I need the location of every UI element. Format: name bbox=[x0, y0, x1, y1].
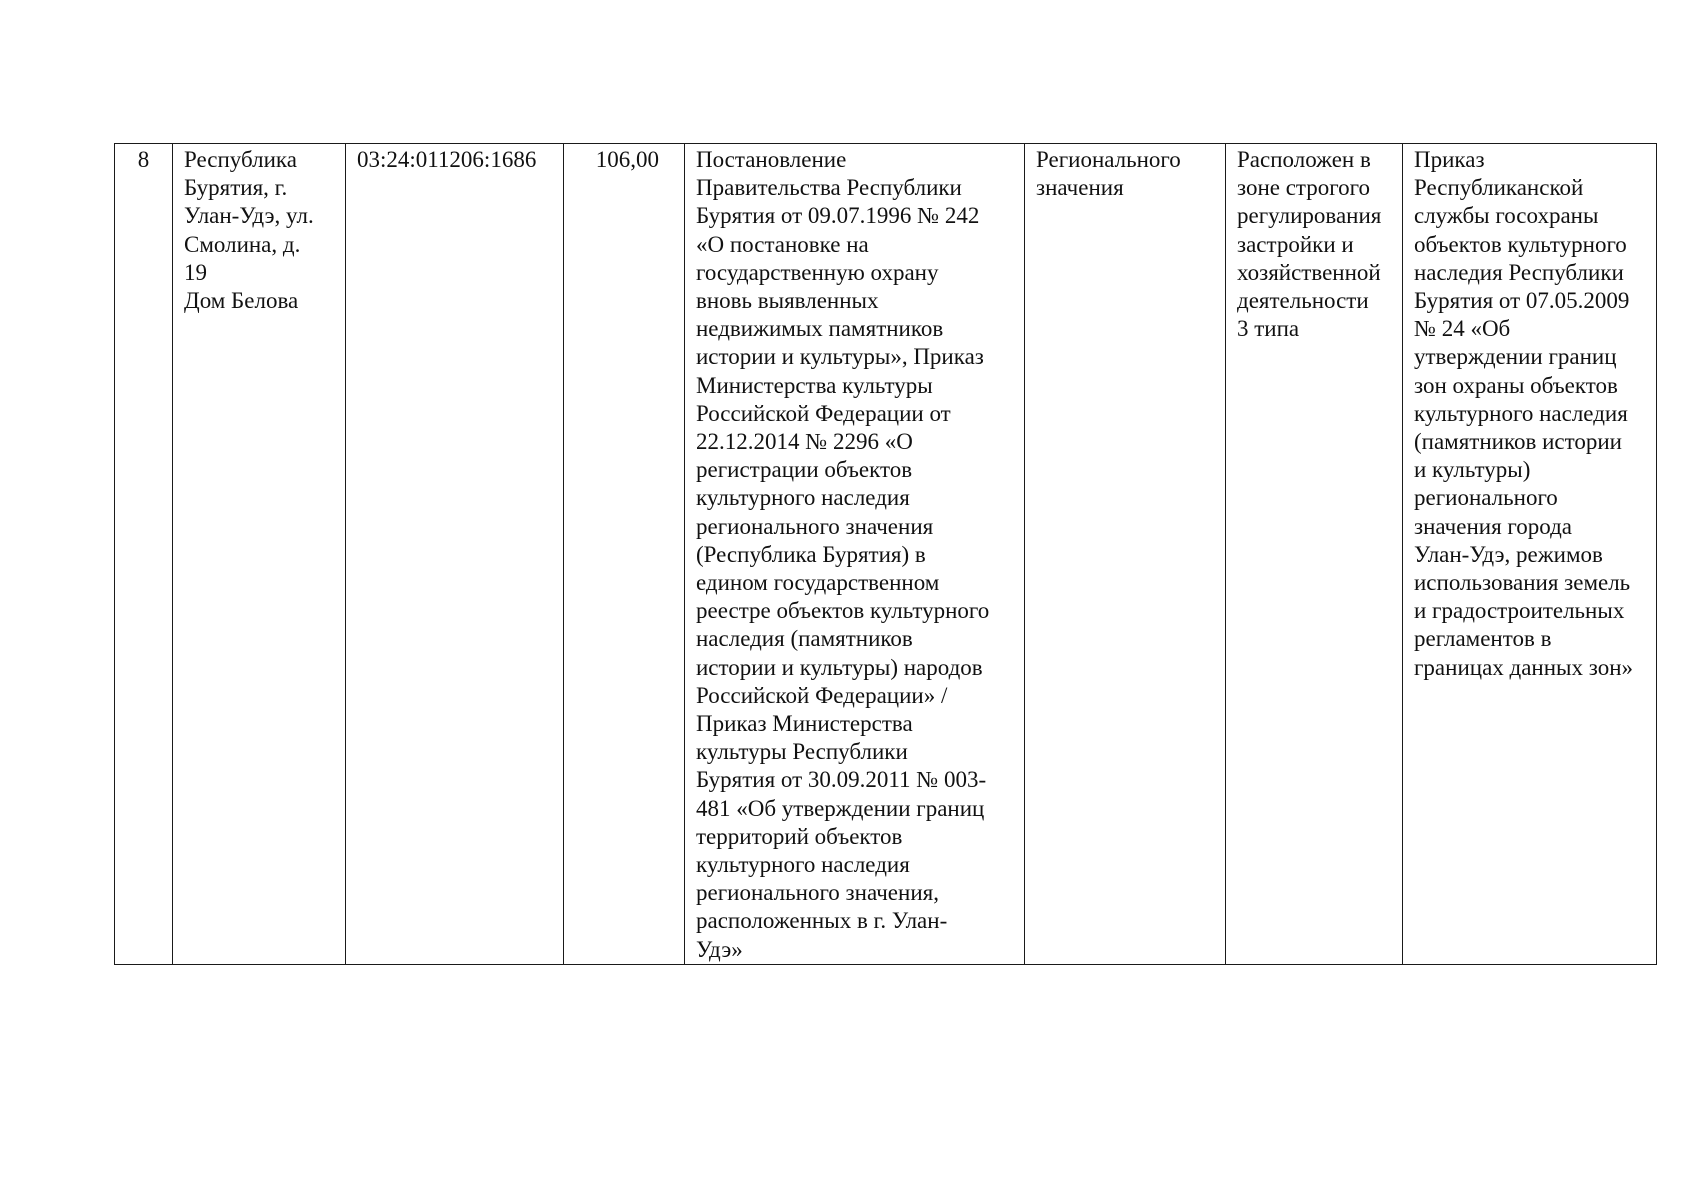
row-number: 8 bbox=[137, 147, 150, 172]
address-line: 19 bbox=[184, 259, 207, 285]
documents-line: 481 «Об утверждении границ bbox=[696, 795, 985, 821]
object-name: Дом Белова bbox=[184, 288, 299, 314]
zone-document-line: регионального bbox=[1414, 485, 1558, 511]
documents-line: регистрации объектов bbox=[696, 457, 913, 483]
row-number-cell bbox=[115, 144, 173, 965]
documents-line: Приказ Министерства bbox=[696, 711, 913, 737]
documents-line: «О постановке на bbox=[696, 231, 869, 257]
zone-document-line: границах данных зон» bbox=[1414, 654, 1634, 680]
documents-line: культуры Республики bbox=[696, 739, 908, 765]
address-line: Бурятия, г. bbox=[184, 175, 288, 201]
heritage-objects-table bbox=[114, 143, 1657, 965]
documents-line: Российской Федерации» / bbox=[696, 682, 948, 708]
zone-document-line: значения города bbox=[1414, 513, 1573, 539]
documents-line: вновь выявленных bbox=[696, 288, 879, 314]
category-line: Регионального bbox=[1036, 147, 1181, 172]
zone-line: 3 типа bbox=[1237, 316, 1300, 342]
documents-line: культурного наследия bbox=[696, 852, 910, 878]
area-cell bbox=[564, 144, 685, 965]
documents-line: государственную охрану bbox=[696, 259, 939, 285]
zone-document-cell bbox=[1403, 144, 1657, 965]
documents-line: истории и культуры) народов bbox=[696, 654, 983, 680]
documents-line: регионального значения, bbox=[696, 880, 939, 906]
zone-document-line: использования земель bbox=[1414, 570, 1631, 596]
cadastral-number-cell bbox=[346, 144, 564, 965]
zone-document-line: Приказ bbox=[1414, 147, 1485, 172]
zone-document-line: Улан-Удэ, режимов bbox=[1414, 541, 1603, 567]
zone-document-line: № 24 «Об bbox=[1414, 316, 1511, 342]
documents-line: реестре объектов культурного bbox=[696, 598, 990, 624]
category-cell bbox=[1025, 144, 1226, 965]
zone-document-line: объектов культурного bbox=[1414, 231, 1627, 257]
zone-line: зоне строгого bbox=[1237, 175, 1370, 201]
documents-line: территорий объектов bbox=[696, 823, 903, 849]
area-value: 106,00 bbox=[595, 147, 659, 172]
address-line: Смолина, д. bbox=[184, 231, 301, 257]
documents-line: недвижимых памятников bbox=[696, 316, 944, 342]
zone-line: регулирования bbox=[1237, 203, 1382, 229]
zone-line: деятельности bbox=[1237, 288, 1369, 314]
documents-cell bbox=[685, 144, 1025, 965]
zone-cell bbox=[1226, 144, 1403, 965]
documents-line: Правительства Республики bbox=[696, 175, 962, 201]
documents-line: 22.12.2014 № 2296 «О bbox=[696, 429, 913, 455]
address-cell bbox=[173, 144, 346, 965]
zone-document-line: (памятников истории bbox=[1414, 429, 1622, 455]
zone-document-line: и градостроительных bbox=[1414, 598, 1625, 624]
category-line: значения bbox=[1036, 175, 1124, 201]
zone-document-line: регламентов в bbox=[1414, 626, 1552, 652]
documents-line: расположенных в г. Улан- bbox=[696, 908, 948, 934]
documents-line: едином государственном bbox=[696, 570, 940, 596]
documents-line: регионального значения bbox=[696, 513, 934, 539]
documents-line: Бурятия от 09.07.1996 № 242 bbox=[696, 203, 980, 229]
zone-line: застройки и bbox=[1237, 231, 1354, 257]
zone-document-line: культурного наследия bbox=[1414, 400, 1628, 426]
zone-document-line: Республиканской bbox=[1414, 175, 1584, 201]
zone-line: хозяйственной bbox=[1237, 259, 1381, 285]
zone-document-line: и культуры) bbox=[1414, 457, 1531, 483]
zone-document-line: службы госохраны bbox=[1414, 203, 1599, 229]
documents-line: Бурятия от 30.09.2011 № 003- bbox=[696, 767, 987, 793]
zone-document-line: утверждении границ bbox=[1414, 344, 1617, 370]
zone-document-line: зон охраны объектов bbox=[1414, 372, 1618, 398]
address-line: Республика bbox=[184, 147, 297, 172]
zone-document-line: наследия Республики bbox=[1414, 259, 1624, 285]
documents-line: Российской Федерации от bbox=[696, 400, 951, 426]
documents-line: истории и культуры», Приказ bbox=[696, 344, 984, 370]
documents-line: Удэ» bbox=[696, 936, 743, 962]
zone-line: Расположен в bbox=[1237, 147, 1371, 172]
table-row bbox=[115, 144, 1657, 965]
documents-line: наследия (памятников bbox=[696, 626, 913, 652]
cadastral-number: 03:24:011206:1686 bbox=[357, 147, 537, 172]
documents-line: (Республика Бурятия) в bbox=[696, 541, 926, 567]
documents-line: Министерства культуры bbox=[696, 372, 933, 398]
documents-line: Постановление bbox=[696, 147, 847, 172]
documents-line: культурного наследия bbox=[696, 485, 910, 511]
zone-document-line: Бурятия от 07.05.2009 bbox=[1414, 288, 1630, 314]
address-line: Улан-Удэ, ул. bbox=[184, 203, 314, 229]
